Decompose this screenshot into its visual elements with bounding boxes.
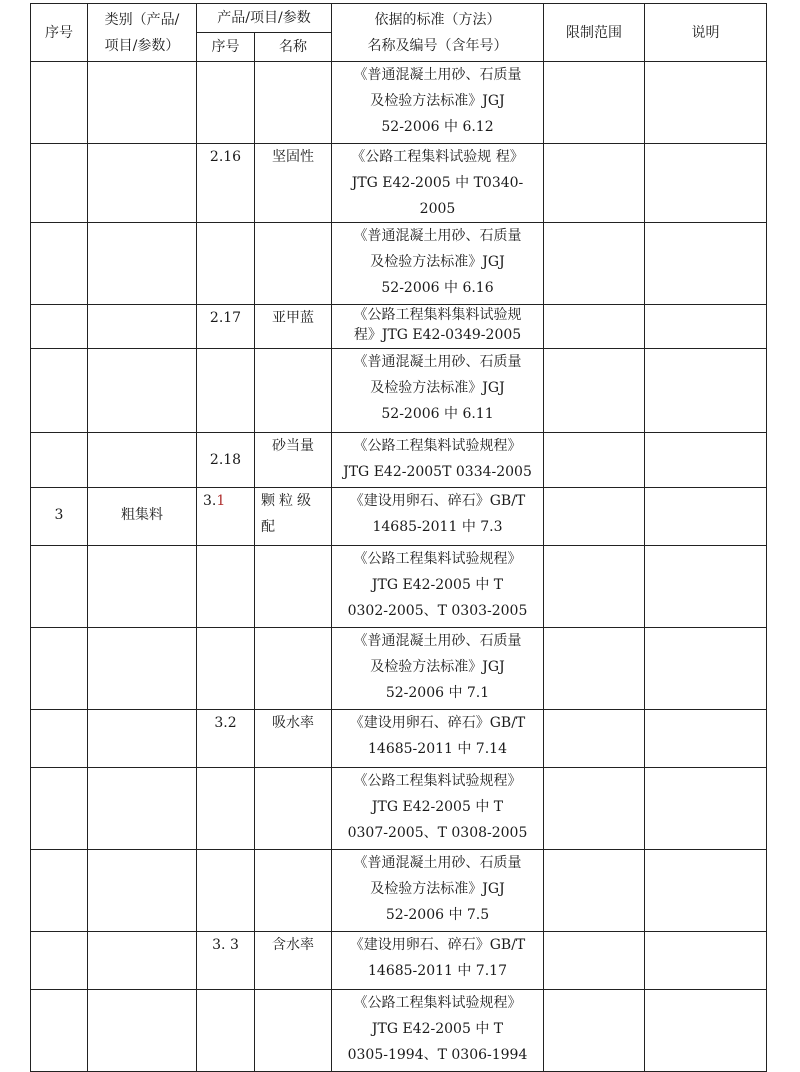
row-seq bbox=[31, 144, 88, 223]
row-standard bbox=[332, 546, 544, 628]
header-standard bbox=[332, 4, 544, 62]
row-seq bbox=[31, 546, 88, 628]
standard-line: 《公路工程集料试验规程》 bbox=[353, 551, 522, 567]
row-seq bbox=[31, 628, 88, 710]
row-seq bbox=[31, 710, 88, 768]
standard-line: 0302-2005、T 0303-2005 bbox=[347, 603, 528, 619]
row-note bbox=[645, 349, 767, 433]
row-name: 吸水率 bbox=[255, 710, 332, 768]
standard-line: 52-2006 中 7.5 bbox=[385, 907, 490, 923]
row-category bbox=[88, 850, 197, 932]
row-category bbox=[88, 628, 197, 710]
row-note bbox=[645, 990, 767, 1072]
table-row bbox=[31, 488, 767, 546]
row-standard bbox=[332, 349, 544, 433]
row-category bbox=[88, 62, 197, 144]
row-num: 2.17 bbox=[197, 305, 255, 349]
standard-line: 《公路工程集料试验规程》 bbox=[353, 773, 522, 789]
row-standard bbox=[332, 305, 544, 349]
row-name bbox=[255, 768, 332, 850]
standard-line: 及检验方法标准》JGJ bbox=[370, 380, 505, 396]
row-note bbox=[645, 62, 767, 144]
row-standard bbox=[332, 144, 544, 223]
table-row bbox=[31, 62, 767, 144]
standard-line: JTG E42-2005 中 T bbox=[371, 799, 504, 815]
standard-line: 《公路工程集料试验规 程》 bbox=[351, 149, 524, 165]
standard-line: JTG E42-2005 中 T bbox=[371, 1021, 504, 1037]
row-num bbox=[197, 488, 255, 546]
table-row bbox=[31, 144, 767, 223]
standard-line: 《普通混凝土用砂、石质量 bbox=[353, 67, 522, 83]
row-note bbox=[645, 932, 767, 990]
standard-line: 52-2006 中 6.12 bbox=[381, 119, 494, 135]
row-standard bbox=[332, 223, 544, 305]
row-name bbox=[255, 990, 332, 1072]
row-num bbox=[197, 990, 255, 1072]
table-row bbox=[31, 433, 767, 488]
standard-line: JTG E42-2005T 0334-2005 bbox=[343, 464, 532, 480]
row-standard bbox=[332, 710, 544, 768]
row-standard bbox=[332, 433, 544, 488]
row-seq bbox=[31, 768, 88, 850]
row-category bbox=[88, 546, 197, 628]
standard-line: 52-2006 中 6.11 bbox=[381, 406, 494, 422]
standard-line: 《普通混凝土用砂、石质量 bbox=[353, 354, 522, 370]
row-seq bbox=[31, 932, 88, 990]
row-standard bbox=[332, 488, 544, 546]
standard-line: 0305-1994、T 0306-1994 bbox=[347, 1047, 528, 1063]
header-standard-line1: 依据的标准（方法） bbox=[374, 11, 501, 28]
standard-line: 14685-2011 中 7.14 bbox=[368, 741, 507, 757]
table-row bbox=[31, 546, 767, 628]
standard-line: 《公路工程集料集料试验规 bbox=[353, 307, 522, 323]
row-limit bbox=[544, 62, 645, 144]
row-note bbox=[645, 305, 767, 349]
row-limit bbox=[544, 144, 645, 223]
standard-line: 《建设用卵石、碎石》GB/T bbox=[349, 715, 526, 731]
row-limit bbox=[544, 768, 645, 850]
table-row bbox=[31, 349, 767, 433]
row-category: 粗集料 bbox=[88, 488, 197, 546]
row-num bbox=[197, 349, 255, 433]
standards-table bbox=[30, 3, 767, 1072]
row-limit bbox=[544, 710, 645, 768]
row-name: 亚甲蓝 bbox=[255, 305, 332, 349]
table-row bbox=[31, 305, 767, 349]
row-note bbox=[645, 223, 767, 305]
row-note bbox=[645, 710, 767, 768]
standard-line: 《普通混凝土用砂、石质量 bbox=[353, 633, 522, 649]
row-num bbox=[197, 628, 255, 710]
standard-line: 及检验方法标准》JGJ bbox=[370, 881, 505, 897]
standard-line: JTG E42-2005 中 T bbox=[371, 577, 504, 593]
row-limit bbox=[544, 990, 645, 1072]
row-seq bbox=[31, 305, 88, 349]
row-name bbox=[255, 349, 332, 433]
standard-line: 14685-2011 中 7.3 bbox=[372, 519, 503, 535]
standard-line: 《普通混凝土用砂、石质量 bbox=[353, 855, 522, 871]
header-sub-seq: 序号 bbox=[197, 33, 255, 62]
row-num: 3. 3 bbox=[197, 932, 255, 990]
standard-line: 程》JTG E42-0349-2005 bbox=[353, 327, 522, 343]
row-category bbox=[88, 990, 197, 1072]
table-row bbox=[31, 850, 767, 932]
row-note bbox=[645, 628, 767, 710]
row-standard bbox=[332, 932, 544, 990]
row-name bbox=[255, 488, 332, 546]
table-row bbox=[31, 223, 767, 305]
row-num-minor: 1 bbox=[216, 493, 226, 509]
row-seq bbox=[31, 990, 88, 1072]
row-seq bbox=[31, 433, 88, 488]
row-num bbox=[197, 546, 255, 628]
header-seq: 序号 bbox=[31, 4, 88, 62]
row-note bbox=[645, 144, 767, 223]
row-category bbox=[88, 433, 197, 488]
standard-line: 0307-2005、T 0308-2005 bbox=[347, 825, 528, 841]
row-num bbox=[197, 768, 255, 850]
row-note bbox=[645, 546, 767, 628]
row-name bbox=[255, 62, 332, 144]
header-note: 说明 bbox=[645, 4, 767, 62]
row-standard bbox=[332, 990, 544, 1072]
standard-line: JTG E42-2005 中 T0340-2005 bbox=[351, 175, 524, 217]
row-standard bbox=[332, 62, 544, 144]
row-seq bbox=[31, 850, 88, 932]
row-name-line: 颗粒级 bbox=[261, 493, 315, 509]
header-sub-name: 名称 bbox=[255, 33, 332, 62]
standard-line: 《公路工程集料试验规程》 bbox=[353, 995, 522, 1011]
standard-line: 《公路工程集料试验规程》 bbox=[353, 438, 522, 454]
row-name: 坚固性 bbox=[255, 144, 332, 223]
header-category-line1: 类别（产品/ bbox=[104, 11, 180, 28]
row-standard bbox=[332, 628, 544, 710]
standard-line: 及检验方法标准》JGJ bbox=[370, 93, 505, 109]
row-limit bbox=[544, 850, 645, 932]
row-category bbox=[88, 349, 197, 433]
row-name bbox=[255, 628, 332, 710]
standard-line: 《建设用卵石、碎石》GB/T bbox=[349, 493, 526, 509]
table-row bbox=[31, 990, 767, 1072]
row-category bbox=[88, 932, 197, 990]
row-limit bbox=[544, 305, 645, 349]
standard-line: 14685-2011 中 7.17 bbox=[368, 963, 507, 979]
row-category bbox=[88, 305, 197, 349]
row-category bbox=[88, 768, 197, 850]
row-note bbox=[645, 768, 767, 850]
header-limit: 限制范围 bbox=[544, 4, 645, 62]
row-num: 2.18 bbox=[197, 433, 255, 488]
row-note bbox=[645, 850, 767, 932]
table-row bbox=[31, 628, 767, 710]
row-category bbox=[88, 144, 197, 223]
row-num-major: 3. bbox=[203, 493, 217, 509]
row-seq: 3 bbox=[31, 488, 88, 546]
standard-line: 52-2006 中 6.16 bbox=[381, 280, 494, 296]
row-limit bbox=[544, 488, 645, 546]
standard-line: 52-2006 中 7.1 bbox=[385, 685, 490, 701]
row-num: 2.16 bbox=[197, 144, 255, 223]
row-seq bbox=[31, 223, 88, 305]
row-name: 砂当量 bbox=[255, 433, 332, 488]
row-seq bbox=[31, 62, 88, 144]
row-note bbox=[645, 488, 767, 546]
header-category-line2: 项目/参数） bbox=[104, 37, 180, 54]
standard-line: 及检验方法标准》JGJ bbox=[370, 659, 505, 675]
row-num bbox=[197, 62, 255, 144]
row-limit bbox=[544, 349, 645, 433]
row-note bbox=[645, 433, 767, 488]
row-num bbox=[197, 850, 255, 932]
row-limit bbox=[544, 433, 645, 488]
row-limit bbox=[544, 546, 645, 628]
row-name bbox=[255, 223, 332, 305]
row-category bbox=[88, 710, 197, 768]
standard-line: 《建设用卵石、碎石》GB/T bbox=[349, 937, 526, 953]
row-name bbox=[255, 850, 332, 932]
standard-line: 及检验方法标准》JGJ bbox=[370, 254, 505, 270]
row-limit bbox=[544, 628, 645, 710]
row-name: 含水率 bbox=[255, 932, 332, 990]
header-row bbox=[31, 4, 767, 33]
row-seq bbox=[31, 349, 88, 433]
row-name-line: 配 bbox=[261, 519, 279, 535]
header-standard-line2: 名称及编号（含年号） bbox=[367, 37, 508, 54]
table-row bbox=[31, 710, 767, 768]
header-category bbox=[88, 4, 197, 62]
table-row bbox=[31, 932, 767, 990]
header-product-group: 产品/项目/参数 bbox=[197, 4, 332, 33]
row-category bbox=[88, 223, 197, 305]
row-num: 3.2 bbox=[197, 710, 255, 768]
row-limit bbox=[544, 223, 645, 305]
row-num bbox=[197, 223, 255, 305]
standard-line: 《普通混凝土用砂、石质量 bbox=[353, 228, 522, 244]
table-row bbox=[31, 768, 767, 850]
row-standard bbox=[332, 768, 544, 850]
row-limit bbox=[544, 932, 645, 990]
row-standard bbox=[332, 850, 544, 932]
row-name bbox=[255, 546, 332, 628]
